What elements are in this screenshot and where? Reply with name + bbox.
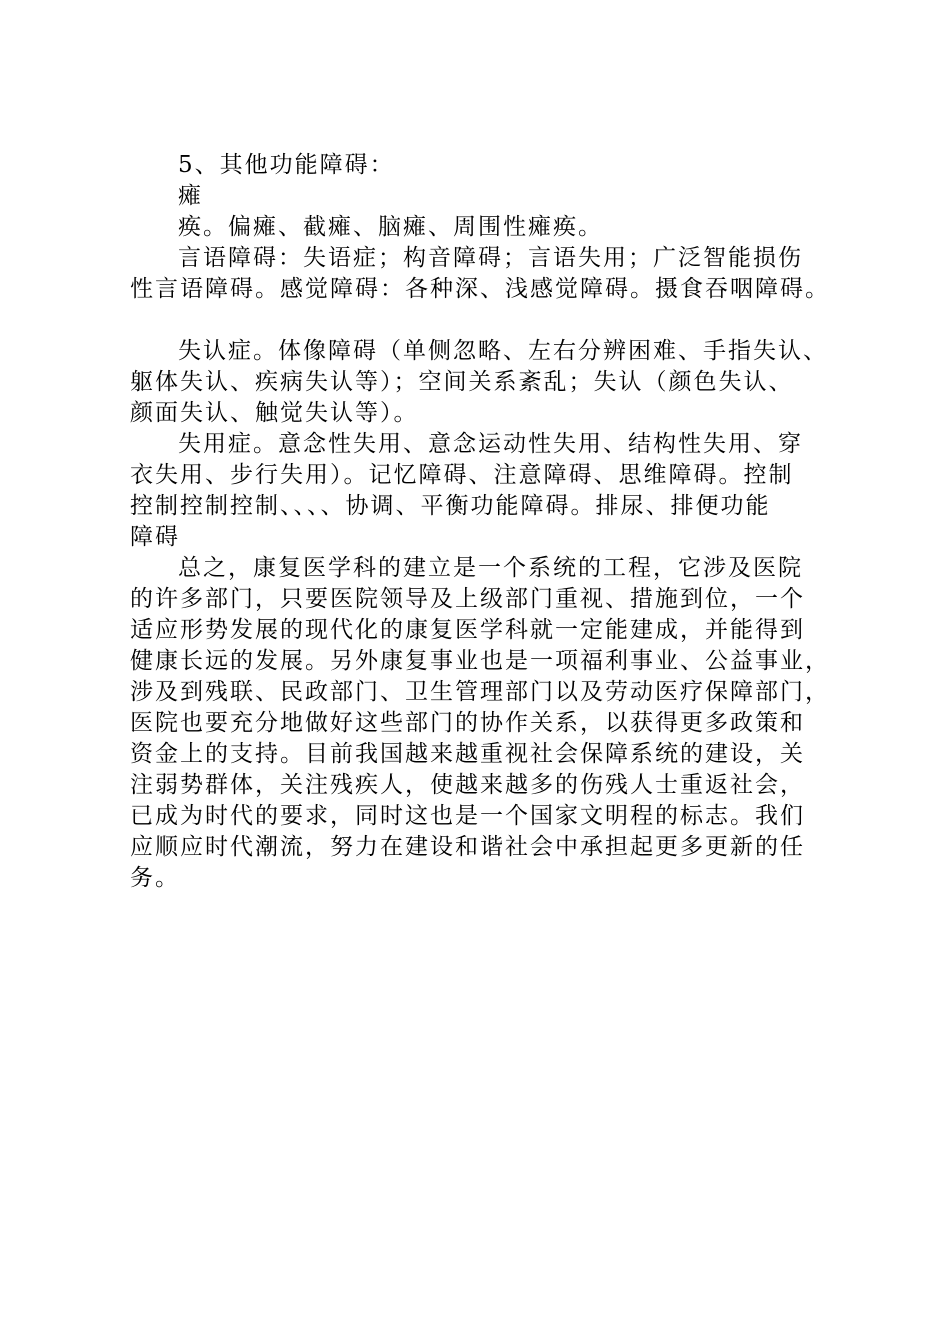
speech-text-line-1: 言语障碍：失语症；构音障碍；言语失用；广泛智能损伤	[178, 245, 803, 271]
section-heading: 5、其他功能障碍：	[178, 152, 395, 178]
paralysis-text-line-2: 痪。偏瘫、截瘫、脑瘫、周围性瘫痪。	[178, 214, 603, 240]
apraxia-text-line-3: 控制控制控制、、、、协调、平衡功能障碍。排尿、排便功能	[130, 493, 771, 519]
summary-line: 资金上的支持。目前我国越来越重视社会保障系统的建设，关	[130, 741, 805, 767]
summary-line: 注弱势群体，关注残疾人，使越来越多的伤残人士重返社会，	[130, 772, 805, 798]
summary-line: 的许多部门，只要医院领导及上级部门重视、措施到位，一个	[130, 586, 805, 612]
paragraph-gap	[130, 305, 846, 336]
paralysis-text-line-1: 瘫	[178, 183, 203, 209]
summary-line: 健康长远的发展。另外康复事业也是一项福利事业、公益事业，	[130, 648, 830, 674]
agnosia-text-line-1: 失认症。体像障碍（单侧忽略、左右分辨困难、手指失认、	[178, 338, 828, 364]
document-body	[130, 150, 846, 894]
apraxia-text-line-4: 障碍	[130, 524, 180, 550]
speech-text-line-2: 性言语障碍。感觉障碍：各种深、浅感觉障碍。摄食吞咽障碍。	[130, 276, 830, 302]
agnosia-text-line-3: 颜面失认、触觉失认等）。	[130, 400, 419, 426]
apraxia-text-line-2: 衣失用、步行失用）。记忆障碍、注意障碍、思维障碍。控制	[130, 462, 794, 488]
summary-line: 医院也要充分地做好这些部门的协作关系，以获得更多政策和	[130, 710, 805, 736]
apraxia-text-line-1: 失用症。意念性失用、意念运动性失用、结构性失用、穿	[178, 431, 803, 457]
summary-line: 应顺应时代潮流，努力在建设和谐社会中承担起更多更新的任	[130, 834, 805, 860]
summary-line: 务。	[130, 865, 180, 891]
summary-line: 涉及到残联、民政部门、卫生管理部门以及劳动医疗保障部门，	[130, 679, 830, 705]
summary-line: 已成为时代的要求，同时这也是一个国家文明程的标志。我们	[130, 803, 805, 829]
summary-line: 总之，康复医学科的建立是一个系统的工程，它涉及医院	[178, 555, 803, 581]
summary-line: 适应形势发展的现代化的康复医学科就一定能建成，并能得到	[130, 617, 805, 643]
agnosia-text-line-2: 躯体失认、疾病失认等）；空间关系紊乱；失认（颜色失认、	[130, 369, 794, 395]
